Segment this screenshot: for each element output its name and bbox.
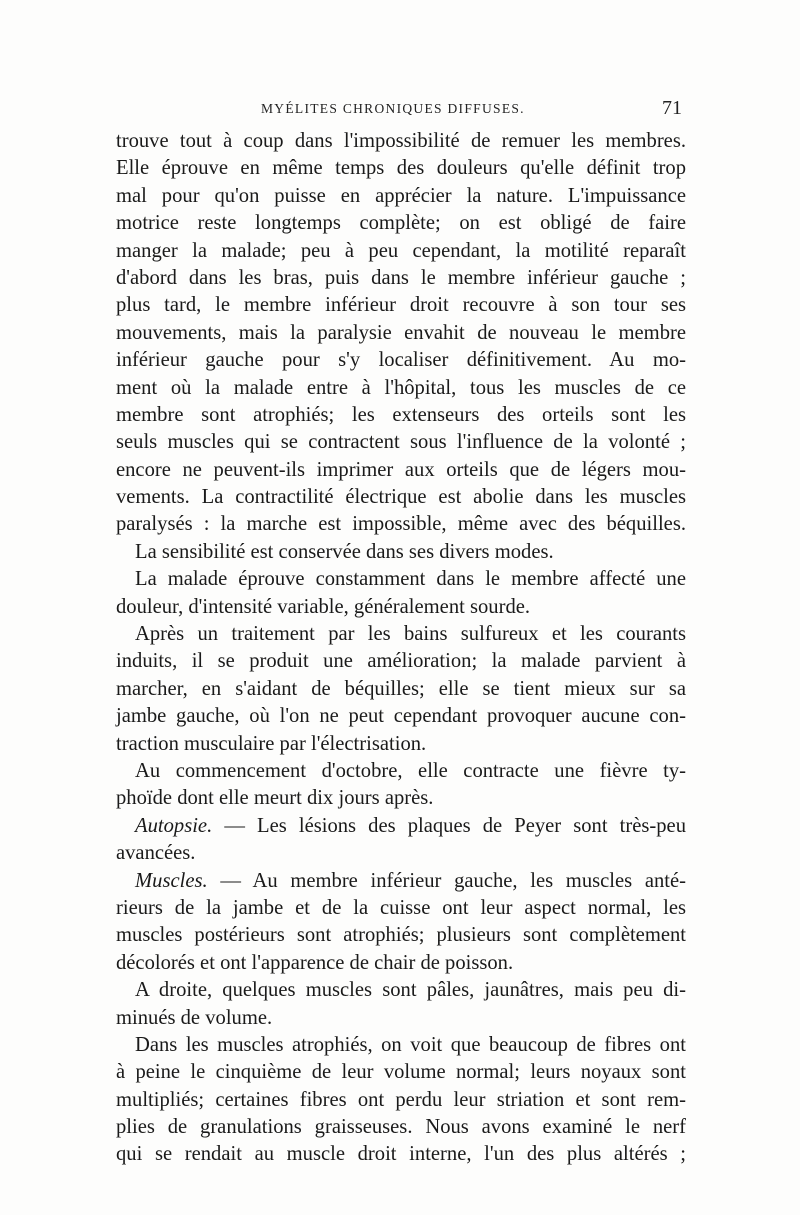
text-line: rieurs de la jambe et de la cuisse ont leur aspect normal, les [116,896,686,919]
text-line [116,813,686,840]
text-line: Dans les muscles atrophiés, on voit que beaucoup de fibres ont [135,1033,686,1056]
autopsie-text: — Les lésions des plaques de Peyer sont très-peu [224,814,686,837]
text-line: ment où la malade entre à l'hôpital, tous les muscles de ce [116,376,686,399]
text-line: inférieur gauche pour s'y localiser définitivement. Au mo- [116,349,686,372]
text-line: décolorés et ont l'apparence de chair de poisson. [116,951,514,974]
text-line: avancées. [116,842,196,865]
text-line: Après un traitement par les bains sulfureux et les courants [135,623,686,646]
text-line: mouvements, mais la paralysie envahit de nouveau le membre [116,321,686,344]
text-line: encore ne peuvent-ils imprimer aux orteils que de légers mou- [116,458,686,481]
text-line: mal pour qu'on puisse en apprécier la nature. L'impuissance [116,184,686,207]
text-line: paralysés : la marche est impossible, même avec des béquilles. [116,513,686,536]
text-line: Elle éprouve en même temps des douleurs qu'elle définit trop [116,157,686,180]
text-line: plus tard, le membre inférieur droit recouvre à son tour ses [116,294,686,317]
text-line: motrice reste longtemps complète; on est obligé de faire [116,212,686,235]
page-number: 71 [662,97,682,119]
muscles-label: Muscles. [135,869,208,892]
muscles-text: — Au membre inférieur gauche, les muscles anté- [220,869,687,892]
text-line: phoïde dont elle meurt dix jours après. [116,787,434,810]
text-line: plies de granulations graisseuses. Nous avons examiné le nerf [116,1116,686,1139]
running-head: MYÉLITES CHRONIQUES DIFFUSES. [261,101,525,116]
text-line: vements. La contractilité électrique est abolie dans les muscles [116,486,686,509]
text-line: La malade éprouve constamment dans le membre affecté une [135,568,686,591]
page-header [116,97,684,121]
text-line: seuls muscles qui se contractent sous l'influence de la volonté ; [116,431,686,454]
text-line: minués de volume. [116,1006,273,1029]
autopsie-label: Autopsie. [135,814,213,837]
text-line: jambe gauche, où l'on ne peut cependant provoquer aucune con- [116,705,686,728]
text-line: à peine le cinquième de leur volume normal; leurs noyaux sont [116,1061,686,1084]
text-line: marcher, en s'aidant de béquilles; elle se tient mieux sur sa [116,677,686,700]
text-line: douleur, d'intensité variable, généralement sourde. [116,595,531,618]
text-line: membre sont atrophiés; les extenseurs des orteils sont les [116,403,686,426]
text-line: multipliés; certaines fibres ont perdu leur striation et sont rem- [116,1088,686,1111]
text-line: traction musculaire par l'électrisation. [116,732,427,755]
text-line: Au commencement d'octobre, elle contracte une fièvre ty- [135,759,686,782]
body-text [116,128,686,1169]
text-line: induits, il se produit une amélioration; la malade parvient à [116,650,686,673]
text-line: trouve tout à coup dans l'impossibilité de remuer les membres. [116,130,686,152]
text-line: qui se rendait au muscle droit interne, l'un des plus altérés ; [116,1143,686,1166]
text-line: A droite, quelques muscles sont pâles, jaunâtres, mais peu di- [135,979,686,1002]
text-line: d'abord dans les bras, puis dans le membre inférieur gauche ; [116,266,686,289]
text-line: manger la malade; peu à peu cependant, la motilité reparaît [116,239,686,262]
text-line: La sensibilité est conservée dans ses divers modes. [135,540,554,563]
text-line: muscles postérieurs sont atrophiés; plusieurs sont complètement [116,924,686,947]
text-line [116,868,686,895]
